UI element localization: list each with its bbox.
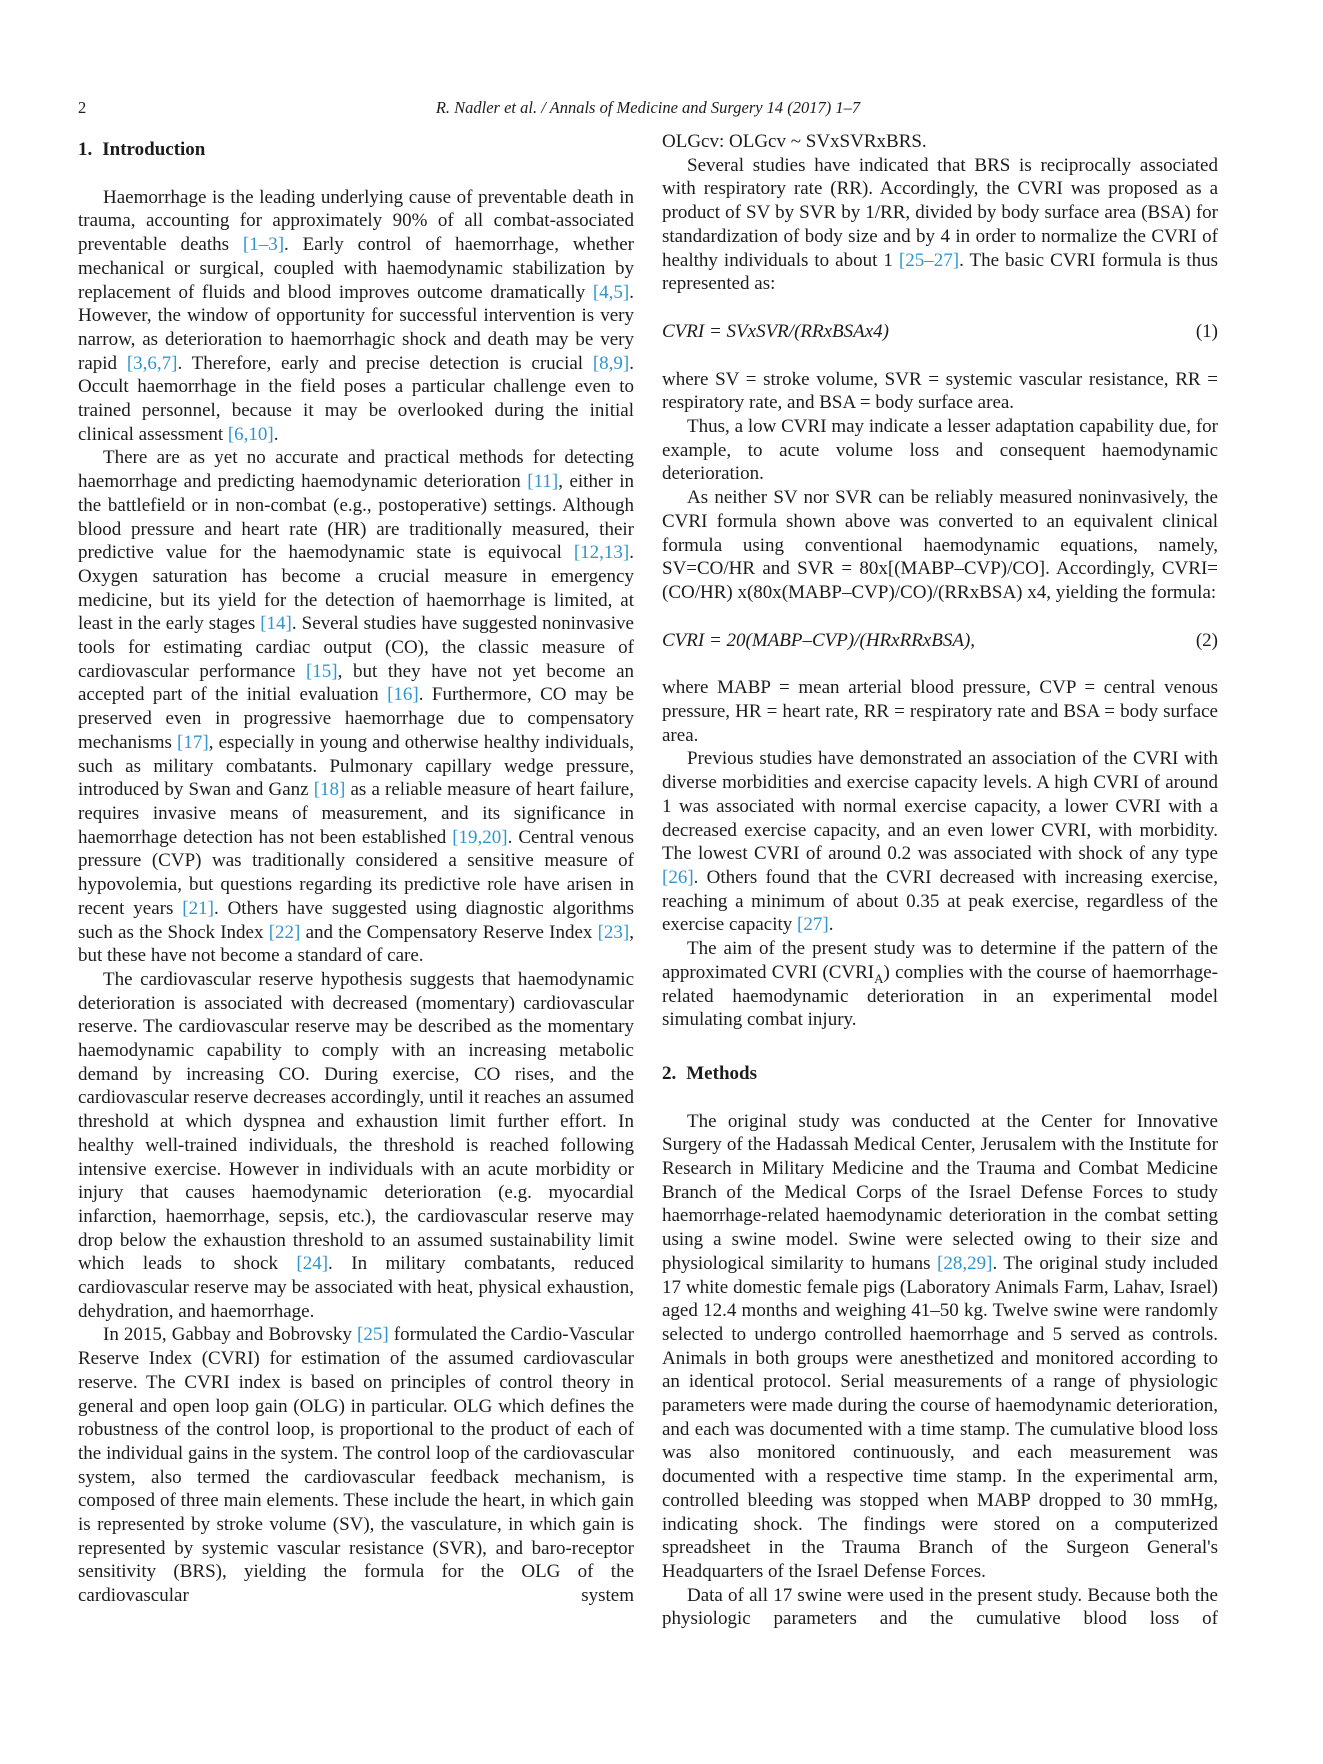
section-number: 1. [78,139,93,160]
section-number: 2. [662,1062,677,1084]
citation-link[interactable]: [8,9] [592,352,630,374]
citation-link[interactable]: [28,29] [937,1252,993,1274]
section-title: Introduction [102,139,206,160]
citation-link[interactable]: [6,10] [227,423,274,445]
section-title: Methods [686,1062,757,1084]
citation-link[interactable]: [18] [313,779,346,801]
citation-link[interactable]: [24] [296,1253,329,1275]
paragraph: where SV = stroke volume, SVR = systemic vascular resistance, RR = respiratory rate, and BSA = body surface area. [662,368,1218,414]
citation-link[interactable]: [11] [527,471,559,493]
citation-link[interactable]: [15] [305,660,338,682]
paragraph: The cardiovascular reserve hypothesis suggests that haemodynamic deterioration is associated with decreased (momentary) cardiovascular reserve. The cardiovascular reserve may be described as the momentary haemodynamic capability to comply with an increasing metabolic demand by increasing CO. During exercise, CO rises, and the cardiovascular reserve decreases accordingly, until it reaches an assumed threshold at which dyspnea and exhaustion limit further effort. In healthy well-trained individuals, the threshold is reached following intensive exercise. However in individuals with an acute morbidity or injury that causes haemodynamic deterioration (e.g. myocardial infarction, haemorrhage, sepsis, etc.), the cardiovascular reserve may drop below the exhaustion threshold to an assumed sustainability limit which leads to shock [24]. In military combatants, reduced cardiovascular reserve may be associated with heat, physical exhaustion, dehydration, and haemorrhage. [78,968,634,1322]
paragraph: Thus, a low CVRI may indicate a lesser adaptation capability due, for example, to acute volume loss and consequent haemodynamic deterioration. [662,416,1218,485]
citation-link[interactable]: [25–27] [898,249,960,271]
right-column [662,130,1218,1631]
citation-link[interactable]: [19,20] [452,826,508,848]
paragraph: Previous studies have demonstrated an association of the CVRI with diverse morbidities and exercise capacity levels. A high CVRI of around 1 was associated with normal exercise capacity, a lower CVRI with a decreased exercise capacity, and an even lower CVRI, with morbidity. The lowest CVRI of around 0.2 was associated with shock of any type [26]. Others found that the CVRI decreased with increasing exercise, reaching a minimum of about 0.35 at peak exercise, regardless of the exercise capacity [27]. [662,748,1218,936]
two-column-layout [78,130,1218,1631]
citation-link[interactable]: [22] [268,921,301,943]
citation-link[interactable]: [12,13] [573,542,630,564]
paragraph: where MABP = mean arterial blood pressure, CVP = central venous pressure, HR = heart rate, RR = respiratory rate and BSA = body surface area. [662,677,1218,746]
citation-link[interactable]: [21] [182,897,214,919]
section-heading [662,1062,1218,1086]
equation [662,629,1218,653]
citation-link[interactable]: [25] [357,1324,389,1346]
paragraph: In 2015, Gabbay and Bobrovsky [25] formulated the Cardio-Vascular Reserve Index (CVRI) for estimation of the assumed cardiovascular reserve. The CVRI index is based on principles of control theory in general and open loop gain (OLG) in particular. OLG which defines the robustness of the control loop, is proportional to the product of each of the individual gains in the system. The control loop of the cardiovascular system, also termed the cardiovascular feedback mechanism, is composed of three main elements. These include the heart, in which gain is represented by stroke volume (SV), the vasculature, in which gain is represented by systemic vascular resistance (SVR), and baro-receptor sensitivity (BRS), yielding the formula for the OLG of the cardiovascular system [78,1324,634,1607]
paragraph: There are as yet no accurate and practical methods for detecting haemorrhage and predicting haemodynamic deterioration [11], either in the battlefield or in non-combat (e.g., postoperative) settings. Although blood pressure and heart rate (HR) are traditionally measured, their predictive value for the haemodynamic state is equivocal [12,13]. Oxygen saturation has become a crucial measure in emergency medicine, but its yield for the detection of haemorrhage is limited, at least in the early stages [14]. Several studies have suggested noninvasive tools for estimating cardiac output (CO), the classic measure of cardiovascular performance [15], but they have not yet become an accepted part of the initial evaluation [16]. Furthermore, CO may be preserved even in progressive haemorrhage due to compensatory mechanisms [17], especially in young and otherwise healthy individuals, such as military combatants. Pulmonary capillary wedge pressure, introduced by Swan and Ganz [18] as a reliable measure of heart failure, requires invasive means of measurement, and its significance in haemorrhage detection has not been established [19,20]. Central venous pressure (CVP) was traditionally considered a sensitive measure of hypovolemia, but questions regarding its predictive role have arisen in recent years [21]. Others have suggested using diagnostic algorithms such as the Shock Index [22] and the Compensatory Reserve Index [23], but these have not become a standard of care. [78,447,635,967]
equation-body: CVRI = 20(MABP–CVP)/(HRxRRxBSA), [662,629,976,651]
equation-number: (2) [1195,629,1218,651]
paragraph: Several studies have indicated that BRS is reciprocally associated with respiratory rate (RR). Accordingly, the CVRI was proposed as a product of SV by SVR by 1/RR, divided by body surface area (BSA) for standardization of body size and by 4 in order to normalize the CVRI of healthy individuals to about 1 [25–27]. The basic CVRI formula is thus represented as: [662,154,1219,295]
citation-link[interactable]: [23] [597,921,630,943]
citation-link[interactable]: [4,5] [592,281,630,303]
section-heading [78,138,634,162]
paragraph: As neither SV nor SVR can be reliably measured noninvasively, the CVRI formula shown above was converted to an equivalent clinical formula using conventional haemodynamic equations, namely, SV=CO/HR and SVR = 80x[(MABP–CVP)/CO]. Accordingly, CVRI=(CO/HR) x(80x(MABP–CVP)/CO)/(RRxBSA) x4, yielding the formula: [662,487,1218,603]
equation-number: (1) [1195,320,1218,342]
page-number: 2 [78,98,87,117]
paragraph: Data of all 17 swine were used in the present study. Because both the physiologic parameters and the cumulative blood loss of [662,1584,1218,1630]
left-column [78,130,634,1631]
paragraph: The original study was conducted at the Center for Innovative Surgery of the Hadassah Medical Center, Jerusalem with the Institute for Research in Military Medicine and the Trauma and Combat Medicine Branch of the Medical Corps of the Israel Defense Forces to study haemorrhage-related haemodynamic deterioration in the combat setting using a swine model. Swine were selected owing to their size and physiological similarity to humans [28,29]. The original study included 17 white domestic female pigs (Laboratory Animals Farm, Lahav, Israel) aged 12.4 months and weighing 41–50 kg. Twelve swine were randomly selected to undergo controlled haemorrhage and 5 served as controls. Animals in both groups were anesthetized and monitored according to an identical protocol. Serial measurements of a range of physiologic parameters were made during the course of haemodynamic deterioration, and each was documented with a time stamp. The cumulative blood loss was also monitored continuously, and each measurement was documented with a respective time stamp. In the experimental arm, controlled bleeding was stopped when MABP dropped to 30 mmHg, indicating shock. The findings were stored on a computerized spreadsheet in the Trauma Branch of the Surgeon General's Headquarters of the Israel Defense Forces. [662,1110,1219,1582]
running-head: R. Nadler et al. / Annals of Medicine and Surgery 14 (2017) 1–7 [435,98,861,117]
subscript: A [874,970,884,986]
citation-link[interactable]: [1–3] [242,234,285,256]
paragraph: OLGcv: OLGcv ~ SVxSVRxBRS. [662,131,927,152]
citation-link[interactable]: [26] [662,866,694,888]
citation-link[interactable]: [27] [797,914,829,936]
citation-link[interactable]: [16] [387,684,419,706]
paragraph: The aim of the present study was to determine if the pattern of the approximated CVRI $(CVRI_A)$ complies with the course of haemorrhage-related haemodynamic deterioration in an experimental model simulating combat injury. [662,938,1219,1031]
equation-body: CVRI = SVxSVR/(RRxBSAx4) [662,320,890,342]
citation-link[interactable]: [3,6,7] [126,352,178,374]
equation [662,320,1218,344]
citation-link[interactable]: [14] [260,613,292,635]
page-header [78,96,1218,120]
paragraph: Haemorrhage is the leading underlying cause of preventable death in trauma, accounting for approximately 90% of all combat-associated preventable deaths [1–3]. Early control of haemorrhage, whether mechanical or surgical, coupled with haemodynamic stabilization by replacement of fluids and blood improves outcome dramatically [4,5]. However, the window of opportunity for successful intervention is very narrow, as deterioration to haemorrhagic shock and death may be very rapid [3,6,7]. Therefore, early and precise detection is crucial [8,9]. Occult haemorrhage in the field poses a particular challenge even to trained personnel, because it may be overlooked during the initial clinical assessment [6,10]. [78,186,635,445]
citation-link[interactable]: [17] [177,731,209,753]
